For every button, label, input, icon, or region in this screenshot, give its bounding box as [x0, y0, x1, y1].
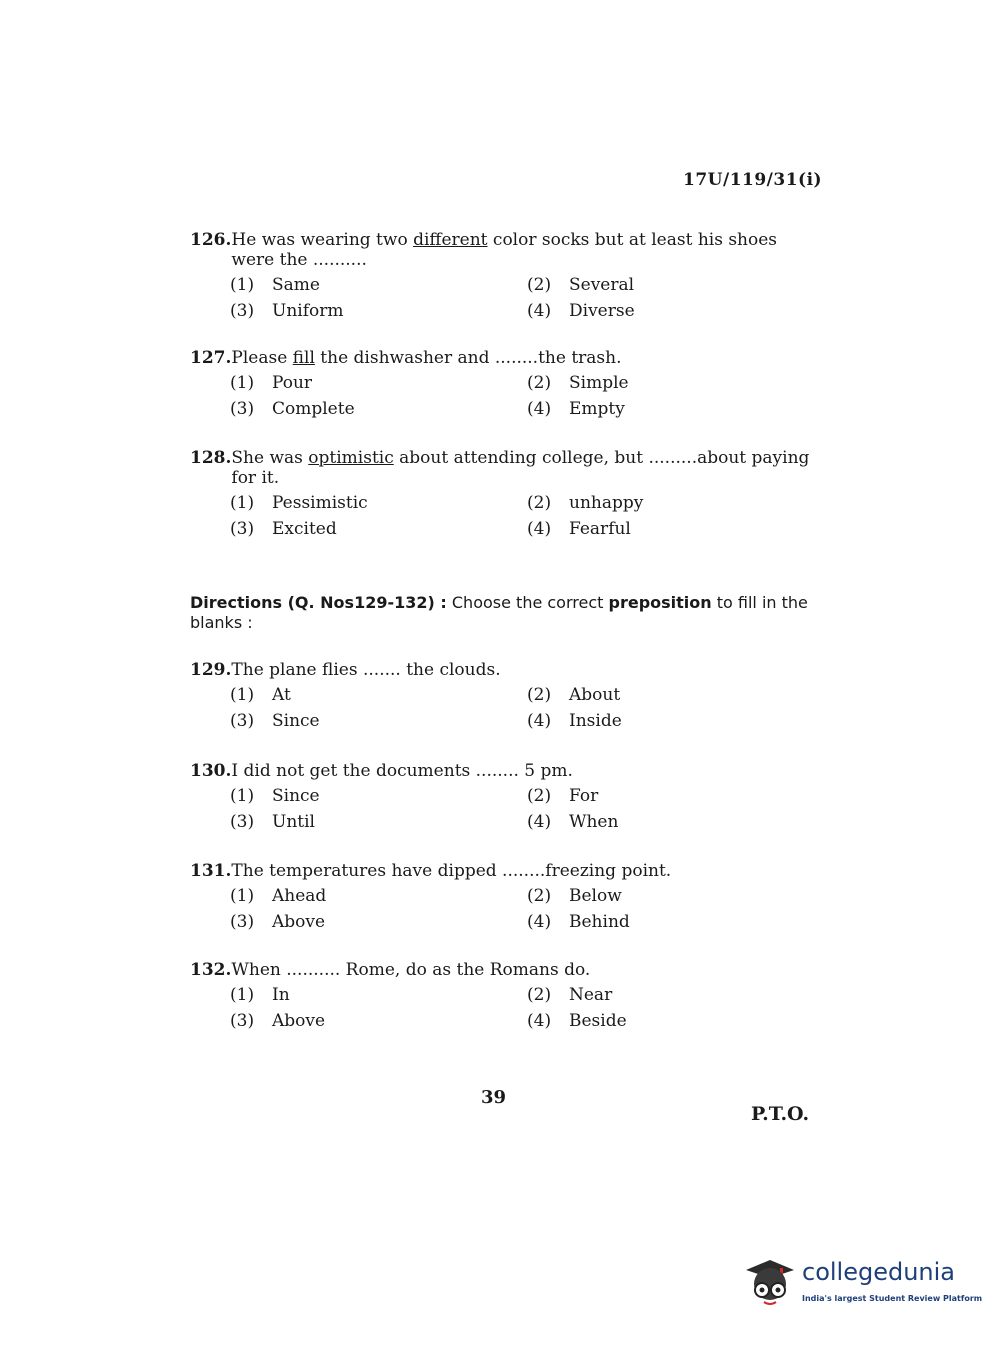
directions: Directions (Q. Nos129-132) : Choose the correct preposition to fill in the blanks : [190, 593, 808, 632]
question-text: He was wearing two different color socks but at least his shoes were the .......... [231, 230, 778, 270]
option-2: (2) About [527, 685, 621, 705]
option-3: (3) Until [230, 812, 315, 832]
question-text: She was optimistic about attending college, but .........about paying for it. [231, 448, 810, 488]
option-4: (4) Empty [527, 399, 625, 419]
option-4: (4) When [527, 812, 619, 832]
collegedunia-logo [740, 1252, 983, 1312]
option-2: (2) Near [527, 985, 613, 1005]
option-3: (3) Since [230, 711, 320, 731]
question-129 [190, 660, 820, 731]
option-2: (2) For [527, 786, 599, 806]
question-128 [190, 448, 820, 539]
options [230, 786, 820, 832]
question-132 [190, 960, 820, 1031]
options [230, 373, 820, 419]
option-1: (1) Same [230, 275, 320, 295]
option-4: (4) Beside [527, 1011, 627, 1031]
mascot-icon [740, 1252, 798, 1310]
option-1: (1) Ahead [230, 886, 327, 906]
option-1: (1) At [230, 685, 291, 705]
paper-code: 17U/119/31(i) [683, 170, 823, 190]
question-number: 126. [190, 230, 232, 250]
page-number: 39 [481, 1087, 507, 1108]
question-127 [190, 348, 820, 419]
question-number: 127. [190, 348, 232, 368]
question-number: 128. [190, 448, 232, 468]
question-number: 132. [190, 960, 232, 980]
option-2: (2) Below [527, 886, 622, 906]
options [230, 886, 820, 932]
option-3: (3) Above [230, 1011, 326, 1031]
options [230, 275, 820, 321]
option-4: (4) Fearful [527, 519, 631, 539]
option-1: (1) Pour [230, 373, 313, 393]
logo-tagline: India's largest Student Review Platform [802, 1294, 983, 1303]
option-1: (1) Since [230, 786, 320, 806]
option-1: (1) In [230, 985, 290, 1005]
question-131 [190, 861, 820, 932]
option-1: (1) Pessimistic [230, 493, 368, 513]
question-text: Please fill the dishwasher and ........the trash. [231, 348, 622, 368]
question-text: I did not get the documents ........ 5 pm. [231, 761, 573, 781]
option-3: (3) Complete [230, 399, 355, 419]
option-4: (4) Inside [527, 711, 622, 731]
option-4: (4) Diverse [527, 301, 635, 321]
option-2: (2) Several [527, 275, 635, 295]
options [230, 685, 820, 731]
option-3: (3) Excited [230, 519, 337, 539]
option-3: (3) Uniform [230, 301, 344, 321]
question-number: 129. [190, 660, 232, 680]
question-126 [190, 230, 820, 321]
question-number: 131. [190, 861, 232, 881]
pto-label: P.T.O. [751, 1103, 810, 1125]
question-130 [190, 761, 820, 832]
logo-name: collegedunia [802, 1258, 956, 1286]
option-2: (2) unhappy [527, 493, 644, 513]
question-text: The temperatures have dipped ........freezing point. [231, 861, 672, 881]
question-number: 130. [190, 761, 232, 781]
options [230, 493, 820, 539]
option-4: (4) Behind [527, 912, 630, 932]
option-2: (2) Simple [527, 373, 629, 393]
question-text: The plane flies ....... the clouds. [231, 660, 501, 680]
question-text: When .......... Rome, do as the Romans do. [231, 960, 591, 980]
options [230, 985, 820, 1031]
option-3: (3) Above [230, 912, 326, 932]
